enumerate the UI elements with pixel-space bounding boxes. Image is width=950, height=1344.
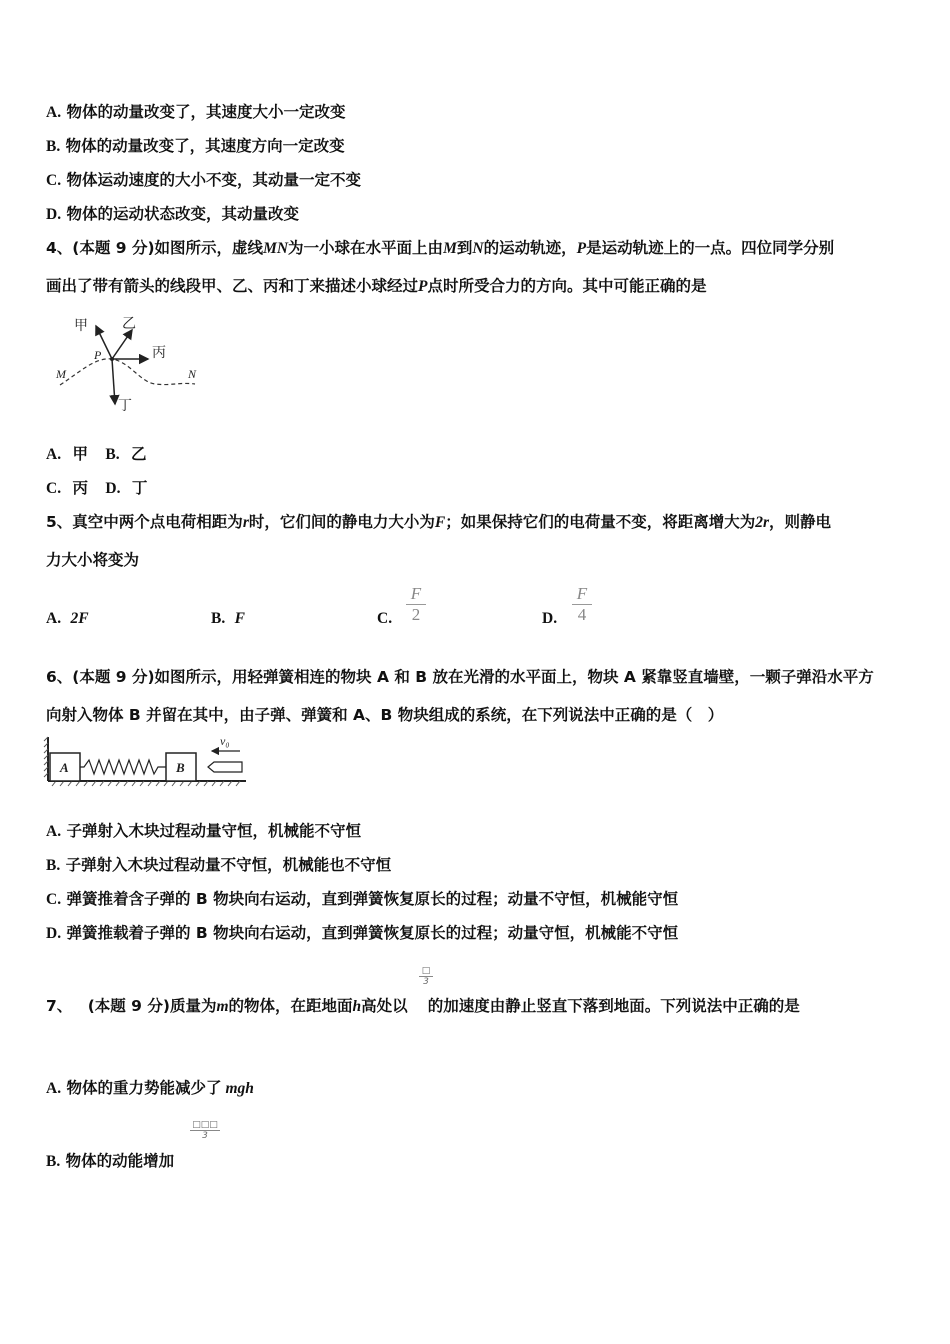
option-text: F [234, 610, 245, 627]
spring [80, 760, 166, 774]
option-text: 物体的动量改变了，其速度方向一定改变 [65, 137, 345, 155]
q7-stem [46, 996, 800, 1017]
fraction-denominator: 4 [577, 605, 587, 624]
stem-text: 为一小球在水平面上由 [288, 239, 444, 257]
bullet [208, 762, 242, 772]
stem-text: 的物体，在距地面 [228, 997, 353, 1015]
fraction-numerator: □ [421, 966, 431, 976]
q3-option-b [46, 136, 345, 157]
label-n: N [188, 367, 197, 381]
q6-option-c [46, 889, 678, 910]
var-m: M [443, 240, 457, 257]
var-m: m [216, 998, 229, 1015]
q3-option-d [46, 204, 299, 225]
option-text: 丁 [131, 479, 148, 497]
fraction-denominator: 2 [411, 605, 421, 624]
q6-spring-block-diagram [44, 733, 249, 788]
option-letter: B. [46, 1153, 61, 1170]
option-text: 甲 [72, 445, 88, 463]
option-text: 2F [70, 610, 89, 627]
option-letter: B. [46, 138, 61, 155]
q6-option-d [46, 923, 678, 944]
var-p: P [576, 240, 587, 257]
stem-text: 的加速度由静止竖直下落到地面。下列说法中正确的是 [427, 997, 800, 1015]
option-letter: B. [46, 857, 61, 874]
q5-option-c-fraction [406, 584, 426, 625]
stem-text: 质量为 [169, 997, 217, 1015]
option-letter: D. [105, 480, 121, 497]
stem-text: 时，它们间的静电力大小为 [248, 513, 435, 531]
option-letter: D. [46, 206, 62, 223]
q4-stem-line2 [46, 276, 707, 297]
option-text: 弹簧推载着子弹的 B 物块向右运动，直到弹簧恢复原长的过程；动量守恒，机械能不守恒 [66, 924, 679, 942]
q6-option-b [46, 855, 391, 876]
option-letter: A. [46, 823, 62, 840]
stem-text: 是运动轨迹上的一点。四位同学分别 [586, 239, 835, 257]
var-r: r [242, 514, 249, 531]
stem-text: 高处以 [361, 997, 408, 1015]
block-a-label: A [60, 760, 69, 775]
fraction-numerator: F [410, 584, 422, 603]
arrow-ding [112, 359, 115, 404]
q7-option-b-fraction [190, 1120, 220, 1141]
var-mn: MN [263, 240, 289, 257]
option-letter: A. [46, 610, 62, 627]
fraction-denominator: 3 [202, 1131, 208, 1141]
option-text: 物体的运动状态改变，其动量改变 [66, 205, 299, 223]
q4-options-row1 [46, 444, 147, 465]
option-text: 弹簧推着含子弹的 B 物块向右运动，直到弹簧恢复原长的过程；动量不守恒，机械能守恒 [66, 890, 679, 908]
option-letter: A. [46, 104, 62, 121]
option-letter: C. [46, 891, 62, 908]
var-2r: 2r [755, 514, 770, 531]
q5-option-a [46, 608, 89, 629]
option-letter: A. [46, 1080, 62, 1097]
fraction-denominator: 3 [423, 977, 429, 987]
q7-acceleration-fraction [419, 966, 433, 987]
stem-text: 向射入物体 B 并留在其中，由子弹、弹簧和 A、B 物块组成的系统，在下列说法中正确的是（ ） [46, 706, 724, 724]
q6-stem-line1 [46, 667, 874, 687]
q5-option-c [377, 608, 392, 629]
option-letter: B. [211, 610, 226, 627]
question-meta: (本题 9 分) [72, 239, 155, 257]
q5-stem-line1 [46, 512, 831, 533]
option-letter: C. [377, 610, 393, 627]
stem-text: ，则静电 [769, 513, 832, 531]
question-number: 6、 [46, 668, 73, 686]
stem-text: 到 [456, 239, 473, 257]
option-text: 丙 [72, 479, 88, 497]
q7-option-b [46, 1151, 174, 1172]
q3-option-a [46, 102, 346, 123]
stem-text: 点时所受合力的方向。其中可能正确的是 [427, 277, 707, 295]
option-text: 乙 [131, 445, 147, 463]
label-jia: 甲 [74, 318, 88, 334]
stem-text: 如图所示，虚线 [154, 239, 264, 257]
arrow-yi [112, 330, 132, 359]
q6-stem-line2 [46, 705, 723, 725]
velocity-label: v₀ [220, 734, 230, 748]
label-m: M [56, 367, 66, 381]
q4-options-row2 [46, 478, 147, 499]
q5-option-b [211, 608, 245, 629]
q6-option-a [46, 821, 361, 842]
option-text: 物体的动量改变了，其速度大小一定改变 [66, 103, 346, 121]
option-letter: D. [46, 925, 62, 942]
q7-option-a [46, 1078, 254, 1099]
q5-option-d-fraction [572, 584, 592, 625]
stem-text: 力大小将变为 [46, 551, 140, 569]
option-letter: C. [46, 480, 62, 497]
option-letter: D. [542, 610, 558, 627]
question-meta: (本题 9 分) [72, 668, 155, 686]
option-text: 子弹射入木块过程动量守恒，机械能不守恒 [66, 822, 361, 840]
question-number: 4、 [46, 239, 73, 257]
question-number: 7、 [46, 997, 73, 1015]
label-ding: 丁 [118, 398, 132, 414]
label-yi: 乙 [122, 316, 136, 332]
option-text: 子弹射入木块过程动量不守恒，机械能也不守恒 [65, 856, 392, 874]
trajectory-curve [60, 359, 195, 385]
option-text: 物体的动能增加 [65, 1152, 175, 1170]
option-letter: A. [46, 446, 62, 463]
stem-text: 如图所示，用轻弹簧相连的物块 A 和 B 放在光滑的水平面上，物块 A 紧靠竖直墙壁，一颗子弹沿水平方 [154, 668, 874, 686]
fraction-numerator: □□□ [192, 1120, 218, 1130]
option-expression: mgh [225, 1080, 254, 1097]
q5-option-d [542, 608, 557, 629]
q4-force-diagram [50, 312, 220, 417]
option-letter: B. [105, 446, 120, 463]
var-h: h [352, 998, 362, 1015]
stem-text: 画出了带有箭头的线段甲、乙、丙和丁来描述小球经过 [46, 277, 419, 295]
var-f: F [434, 514, 446, 531]
var-p: P [418, 278, 428, 295]
stem-text: 真空中两个点电荷相距为 [72, 513, 243, 531]
label-p: P [94, 348, 102, 362]
option-text: 物体的重力势能减少了 [66, 1079, 222, 1097]
fraction-numerator: F [576, 584, 588, 603]
block-b-label: B [176, 760, 185, 775]
option-letter: C. [46, 172, 62, 189]
q3-option-c [46, 170, 361, 191]
option-text: 物体运动速度的大小不变，其动量一定不变 [66, 171, 361, 189]
q5-stem-line2 [46, 550, 139, 570]
stem-text: 的运动轨迹， [483, 239, 577, 257]
stem-text: ；如果保持它们的电荷量不变，将距离增大为 [445, 513, 756, 531]
question-number: 5、 [46, 513, 73, 531]
label-bing: 丙 [152, 345, 166, 361]
q4-stem-line1 [46, 238, 834, 259]
var-n: N [472, 240, 484, 257]
question-meta: (本题 9 分) [87, 997, 170, 1015]
